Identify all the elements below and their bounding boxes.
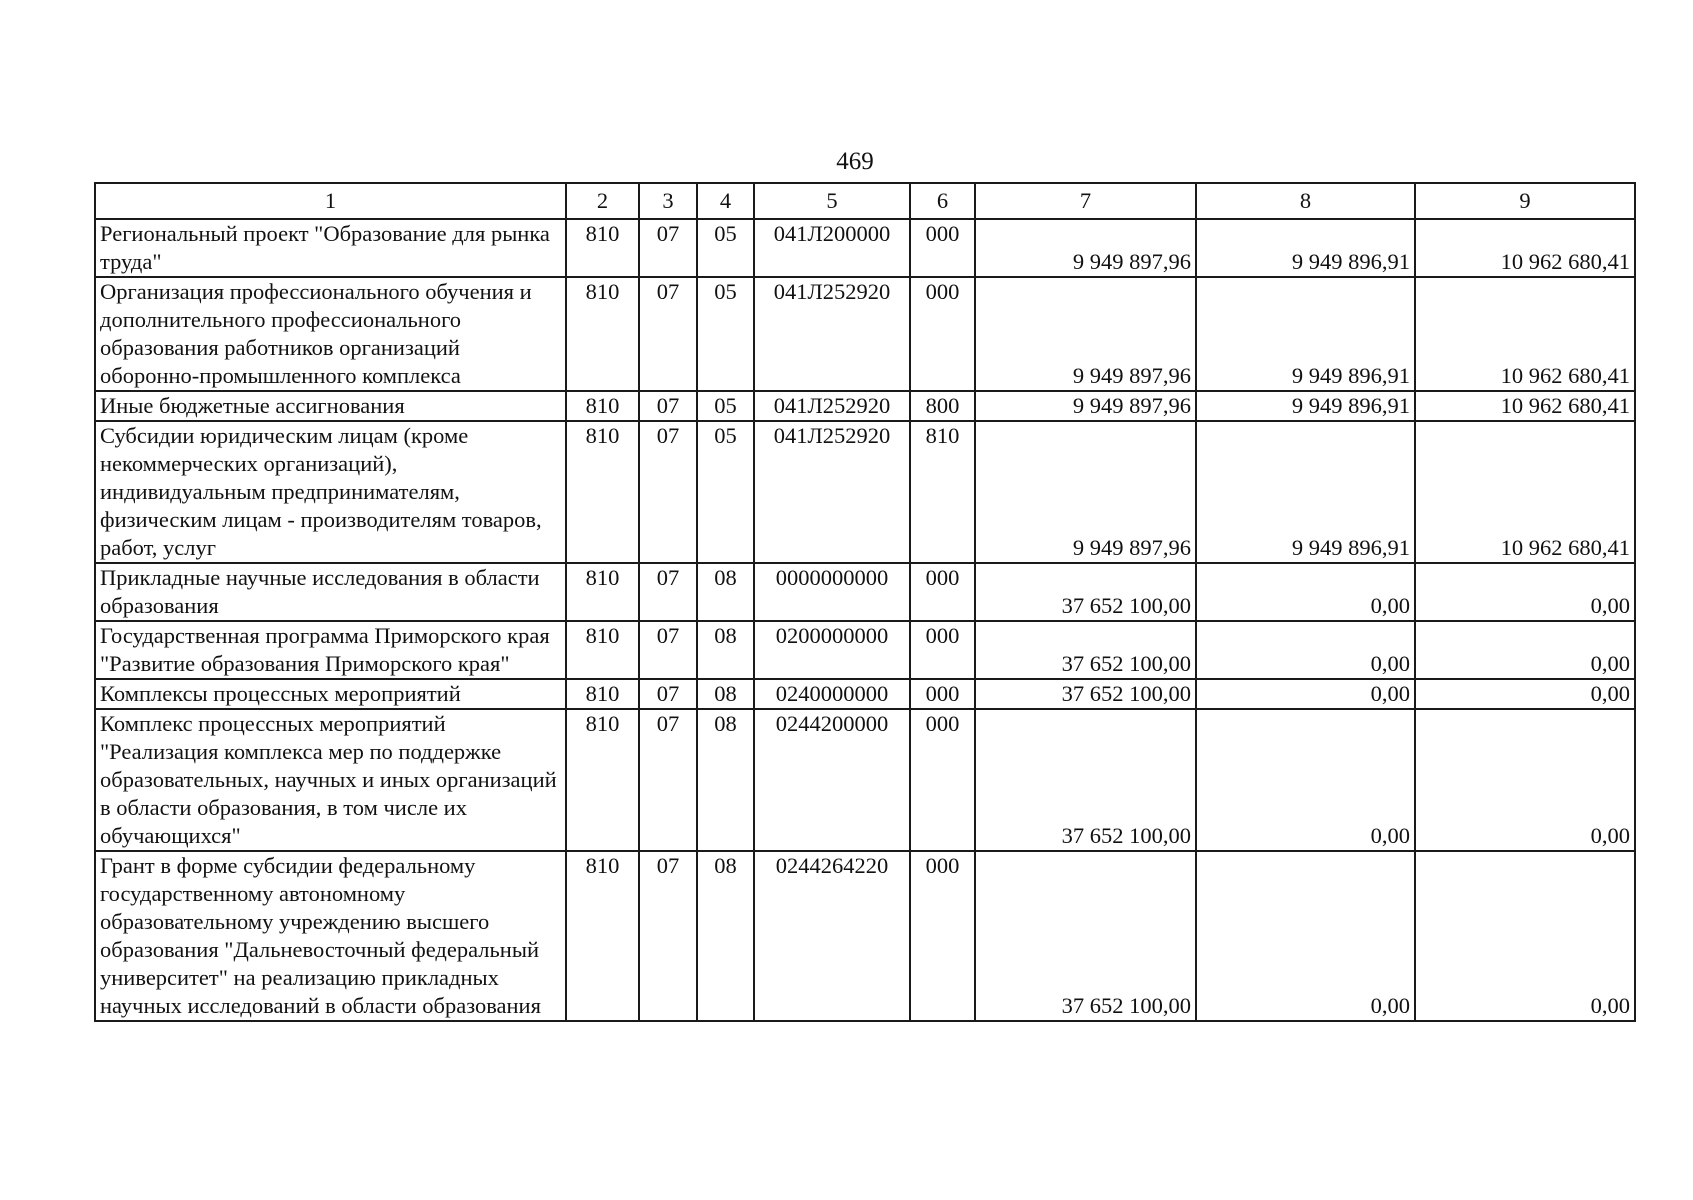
cell-amount-col9: 0,00 [1415,679,1635,709]
row-name: Комплексы процессных мероприятий [95,679,566,709]
column-header: 6 [910,183,975,219]
cell-amount-col9: 0,00 [1415,709,1635,851]
cell-amount-col7: 9 949 897,96 [975,421,1196,563]
cell-subsection: 05 [697,391,754,421]
cell-subsection: 05 [697,219,754,277]
cell-expense-type: 000 [910,709,975,851]
column-header: 3 [639,183,697,219]
cell-section: 07 [639,851,697,1021]
column-header: 8 [1196,183,1415,219]
cell-amount-col7: 37 652 100,00 [975,563,1196,621]
cell-amount-col8: 0,00 [1196,621,1415,679]
cell-amount-col8: 0,00 [1196,709,1415,851]
cell-expense-type: 800 [910,391,975,421]
cell-expense-type: 000 [910,277,975,391]
table-row [95,277,1635,391]
row-name: Комплекс процессных мероприятий "Реализация комплекса мер по поддержке образовательных, научных и иных организаций в области образования, в том числе их обучающихся" [95,709,566,851]
cell-ministry-code: 810 [566,851,639,1021]
cell-amount-col9: 10 962 680,41 [1415,391,1635,421]
cell-amount-col7: 9 949 897,96 [975,277,1196,391]
cell-expense-type: 000 [910,219,975,277]
cell-ministry-code: 810 [566,421,639,563]
cell-amount-col8: 9 949 896,91 [1196,421,1415,563]
column-header: 1 [95,183,566,219]
cell-amount-col9: 10 962 680,41 [1415,421,1635,563]
cell-section: 07 [639,679,697,709]
cell-target-article: 0000000000 [754,563,910,621]
cell-amount-col9: 0,00 [1415,621,1635,679]
cell-expense-type: 000 [910,563,975,621]
table-row [95,391,1635,421]
cell-ministry-code: 810 [566,219,639,277]
cell-target-article: 0244264220 [754,851,910,1021]
cell-amount-col7: 9 949 897,96 [975,391,1196,421]
page-number: 469 [836,148,874,175]
cell-amount-col8: 9 949 896,91 [1196,277,1415,391]
row-name: Субсидии юридическим лицам (кроме некоммерческих организаций), индивидуальным предпринимателям, физическим лицам - производителям товаров, работ, услуг [95,421,566,563]
table-row [95,851,1635,1021]
table-row [95,679,1635,709]
cell-subsection: 05 [697,421,754,563]
row-name: Государственная программа Приморского края "Развитие образования Приморского края" [95,621,566,679]
cell-expense-type: 000 [910,679,975,709]
cell-ministry-code: 810 [566,391,639,421]
budget-table [94,182,1636,1022]
table-row [95,621,1635,679]
cell-target-article: 041Л252920 [754,277,910,391]
table-row [95,219,1635,277]
column-header: 9 [1415,183,1635,219]
cell-ministry-code: 810 [566,679,639,709]
cell-target-article: 041Л252920 [754,391,910,421]
cell-amount-col8: 9 949 896,91 [1196,219,1415,277]
cell-subsection: 08 [697,621,754,679]
cell-target-article: 041Л200000 [754,219,910,277]
row-name: Прикладные научные исследования в области образования [95,563,566,621]
cell-expense-type: 000 [910,851,975,1021]
cell-ministry-code: 810 [566,277,639,391]
cell-amount-col8: 0,00 [1196,679,1415,709]
column-header: 7 [975,183,1196,219]
column-header: 4 [697,183,754,219]
table-row [95,421,1635,563]
cell-subsection: 08 [697,563,754,621]
row-name: Грант в форме субсидии федеральному государственному автономному образовательному учреждению высшего образования "Дальневосточный федеральный университет" на реализацию прикладных научных исследований в области образования [95,851,566,1021]
row-name: Региональный проект "Образование для рынка труда" [95,219,566,277]
cell-subsection: 08 [697,851,754,1021]
column-header: 2 [566,183,639,219]
cell-amount-col9: 10 962 680,41 [1415,277,1635,391]
header-row [95,183,1635,219]
cell-amount-col7: 9 949 897,96 [975,219,1196,277]
cell-amount-col7: 37 652 100,00 [975,851,1196,1021]
cell-expense-type: 810 [910,421,975,563]
cell-subsection: 05 [697,277,754,391]
cell-section: 07 [639,391,697,421]
cell-amount-col7: 37 652 100,00 [975,621,1196,679]
cell-subsection: 08 [697,679,754,709]
cell-amount-col9: 10 962 680,41 [1415,219,1635,277]
cell-target-article: 0240000000 [754,679,910,709]
cell-section: 07 [639,563,697,621]
cell-section: 07 [639,219,697,277]
cell-amount-col7: 37 652 100,00 [975,679,1196,709]
cell-subsection: 08 [697,709,754,851]
cell-amount-col8: 9 949 896,91 [1196,391,1415,421]
cell-target-article: 0244200000 [754,709,910,851]
row-name: Иные бюджетные ассигнования [95,391,566,421]
column-header: 5 [754,183,910,219]
cell-ministry-code: 810 [566,709,639,851]
cell-amount-col8: 0,00 [1196,563,1415,621]
cell-section: 07 [639,277,697,391]
cell-target-article: 0200000000 [754,621,910,679]
cell-ministry-code: 810 [566,563,639,621]
cell-section: 07 [639,621,697,679]
table-row [95,709,1635,851]
table-row [95,563,1635,621]
cell-amount-col9: 0,00 [1415,851,1635,1021]
cell-expense-type: 000 [910,621,975,679]
cell-section: 07 [639,709,697,851]
row-name: Организация профессионального обучения и дополнительного профессионального образования работников организаций оборонно-промышленного комплекса [95,277,566,391]
cell-ministry-code: 810 [566,621,639,679]
cell-amount-col7: 37 652 100,00 [975,709,1196,851]
cell-amount-col8: 0,00 [1196,851,1415,1021]
cell-section: 07 [639,421,697,563]
cell-amount-col9: 0,00 [1415,563,1635,621]
cell-target-article: 041Л252920 [754,421,910,563]
